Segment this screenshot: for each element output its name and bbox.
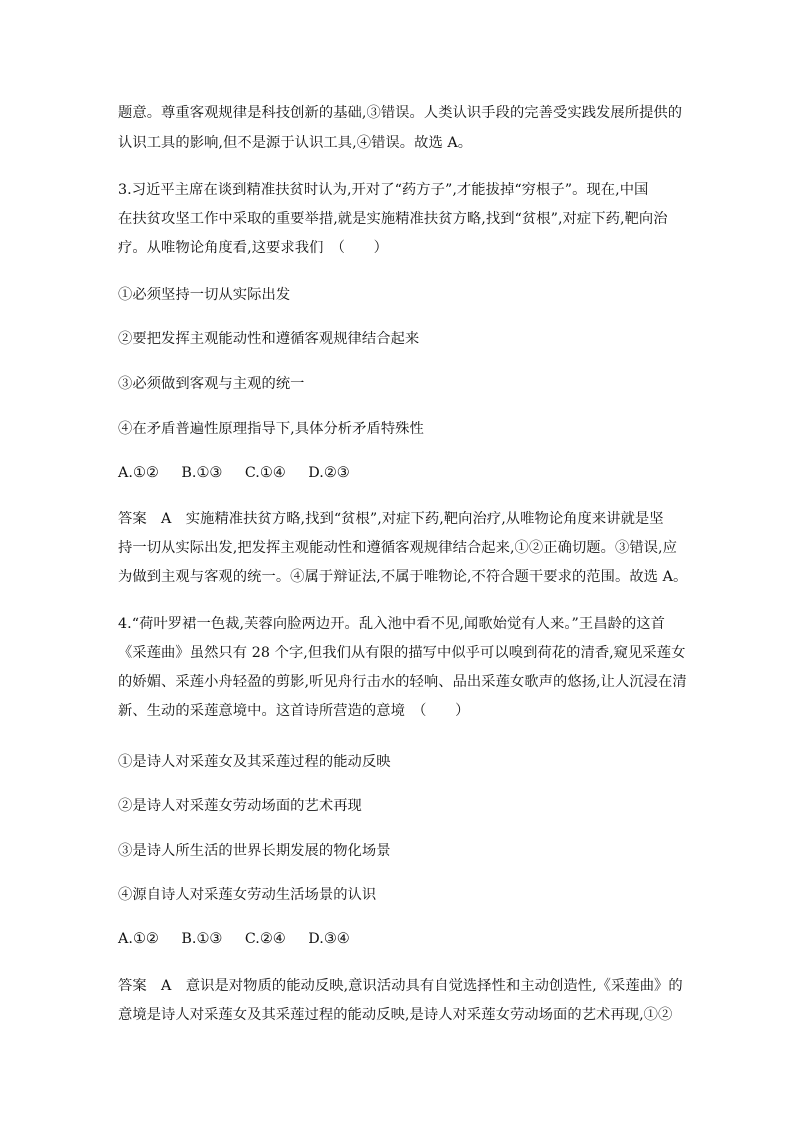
q3-stem-line-2: 在扶贫攻坚工作中采取的重要举措,就是实施精准扶贫方略,找到“贫根”,对症下药,靶向治 <box>118 211 668 227</box>
q3-choice-c: C.①④ <box>244 465 286 481</box>
q4-item-1: ①是诗人对采莲女及其采莲过程的能动反映 <box>118 754 391 770</box>
q4-choice-c: C.②④ <box>244 931 286 947</box>
q3-answer-line-1: 答案 A 实施精准扶贫方略,找到“贫根”,对症下药,靶向治疗,从唯物论角度来讲就是坚 <box>118 511 664 527</box>
q4-stem-line-3: 的娇媚、采莲小舟轻盈的剪影,听见舟行击水的轻响、品出采莲女歌声的悠扬,让人沉浸在清 <box>118 674 687 690</box>
q3-item-4: ④在矛盾普遍性原理指导下,具体分析矛盾特殊性 <box>118 421 424 437</box>
q3-choice-b: B.①③ <box>181 465 223 481</box>
q4-stem-line-4: 新、生动的采莲意境中。这首诗所营造的意境 （ ） <box>118 703 470 719</box>
q4-stem-line-1: 4.“荷叶罗裙一色裁,芙蓉向脸两边开。乱入池中看不见,闻歌始觉有人来。”王昌龄的这首 <box>118 616 665 632</box>
q3-answer-line-3: 为做到主观与客观的统一。④属于辩证法,不属于唯物论,不符合题干要求的范围。故选 A。 <box>118 569 688 585</box>
q4-item-2: ②是诗人对采莲女劳动场面的艺术再现 <box>118 798 362 814</box>
q4-answer-line-2: 意境是诗人对采莲女及其采莲过程的能动反映,是诗人对采莲女劳动场面的艺术再现,①② <box>118 1007 673 1023</box>
q4-stem-line-2: 《采莲曲》虽然只有 28 个字,但我们从有限的描写中似乎可以嗅到荷花的清香,窥见采莲女 <box>118 645 686 661</box>
q3-item-1: ①必须坚持一切从实际出发 <box>118 287 291 303</box>
intro-line-2: 认识工具的影响,但不是源于认识工具,④错误。故选 A。 <box>118 135 473 151</box>
q3-stem-line-3: 疗。从唯物论角度看,这要求我们 （ ） <box>118 240 389 256</box>
q4-choice-b: B.①③ <box>181 931 223 947</box>
q3-answer-line-2: 持一切从实际出发,把发挥主观能动性和遵循客观规律结合起来,①②正确切题。③错误,应 <box>118 540 677 556</box>
q4-item-3: ③是诗人所生活的世界长期发展的物化场景 <box>118 843 391 859</box>
q3-item-3: ③必须做到客观与主观的统一 <box>118 376 305 392</box>
q3-choice-a: A.①② <box>118 465 159 481</box>
q4-choice-a: A.①② <box>118 931 159 947</box>
q4-choices <box>118 929 368 949</box>
q4-choice-d: D.③④ <box>308 931 350 947</box>
intro-line-1: 题意。尊重客观规律是科技创新的基础,③错误。人类认识手段的完善受实践发展所提供的 <box>118 105 683 121</box>
q3-item-2: ②要把发挥主观能动性和遵循客观规律结合起来 <box>118 331 420 347</box>
q3-choice-d: D.②③ <box>308 465 350 481</box>
q4-answer-line-1: 答案 A 意识是对物质的能动反映,意识活动具有自觉选择性和主动创造性,《采莲曲》的 <box>118 978 683 994</box>
q4-item-4: ④源自诗人对采莲女劳动生活场景的认识 <box>118 887 377 903</box>
q3-stem-line-1: 3.习近平主席在谈到精准扶贫时认为,开对了“药方子”,才能拔掉“穷根子”。现在,中国 <box>118 182 649 198</box>
q3-choices <box>118 463 368 483</box>
